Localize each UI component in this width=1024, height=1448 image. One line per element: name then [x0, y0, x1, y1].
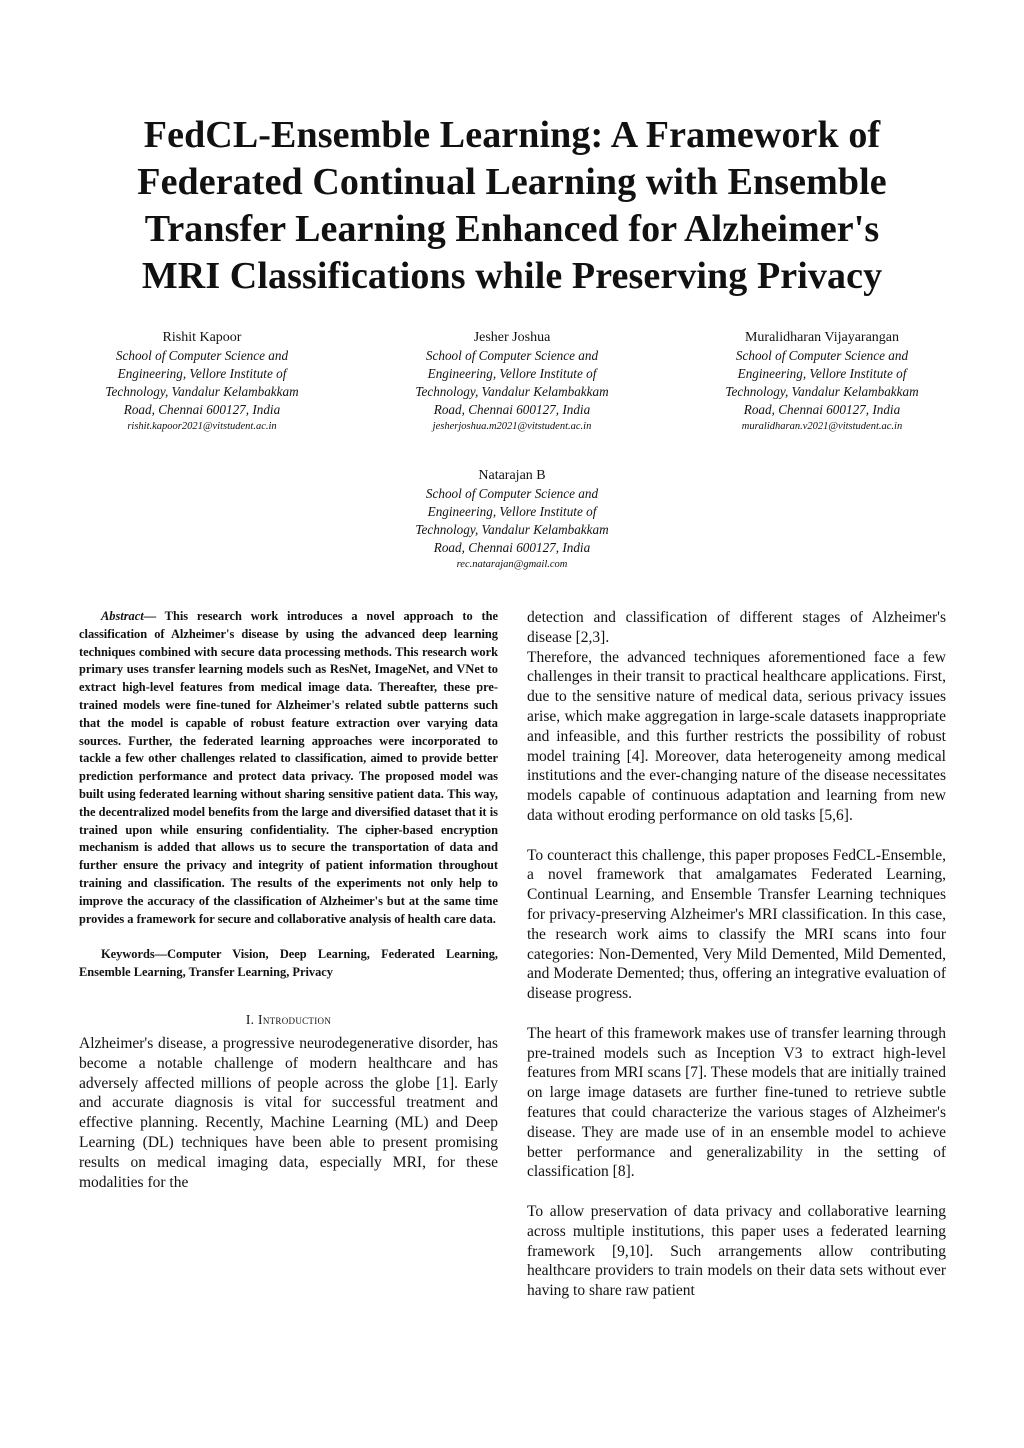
author-block-3 — [702, 329, 942, 435]
abstract-label: Abstract — [101, 609, 144, 623]
abstract-text: — This research work introduces a novel approach to the classification of Alzheimer's disease by using the advanced deep learning techniques combined with secure data processing methods. This research work primary uses transfer learning models such as ResNet, ImageNet, and VNet to extract high-level features from medical image data. Thereafter, these pre-trained models were fine-tuned for Alzheimer's related subtle patterns such that the model is capable of robust feature extraction over varying data sources. Further, the federated learning approaches were incorporated to tackle a few other challenges related to classification, aimed to provide better prediction performance and protect data privacy. The proposed model was built using federated learning without sharing sensitive patient data. This way, the decentralized model benefits from the large and diversified dataset that it is trained upon while ensuring confidentiality. The cipher-based encryption mechanism is added that allows us to secure the transportation of data and further ensure the privacy and integrity of patient information throughout training and classification. The results of the experiments not only help to improve the accuracy of the classification of Alzheimer's but at the same time provides a framework for secure and collaborative analysis of health care data. — [79, 609, 498, 926]
author-affiliation: School of Computer Science and Engineering, Vellore Institute of Technology, Vandalur Kelambakkam Road, Chennai 600127, India — [725, 348, 919, 417]
author-name: Jesher Joshua — [473, 330, 551, 345]
body-paragraph: The heart of this framework makes use of transfer learning through pre-trained models such as Inception V3 to extract high-level features from MRI scans [7]. These models that are initially trained on large image datasets are further fine-tuned to retrieve subtle features that could characterize the various stages of Alzheimer's disease. They are made use of in an ensemble model to achieve better performance and generalizability in the setting of classification [8]. — [527, 1024, 946, 1181]
author-affiliation: School of Computer Science and Engineering, Vellore Institute of Technology, Vandalur Kelambakkam Road, Chennai 600127, India — [415, 348, 609, 417]
author-email: rishit.kapoor2021@vitstudent.ac.in — [127, 421, 277, 432]
title-line: FedCL-Ensemble Learning: A Framework of — [143, 114, 881, 156]
author-block-4 — [392, 467, 632, 573]
author-affiliation: School of Computer Science and Engineering, Vellore Institute of Technology, Vandalur Kelambakkam Road, Chennai 600127, India — [105, 348, 299, 417]
author-name: Muralidharan Vijayarangan — [744, 330, 899, 345]
author-name: Rishit Kapoor — [162, 330, 242, 345]
author-email: muralidharan.v2021@vitstudent.ac.in — [741, 421, 903, 432]
author-email: rec.natarajan@gmail.com — [456, 559, 568, 570]
author-affiliation: School of Computer Science and Engineering, Vellore Institute of Technology, Vandalur Kelambakkam Road, Chennai 600127, India — [415, 486, 609, 555]
body-paragraph: detection and classification of different stages of Alzheimer's disease [2,3]. — [527, 609, 946, 646]
body-paragraph: To counteract this challenge, this paper proposes FedCL-Ensemble, a novel framework that amalgamates Federated Learning, Continual Learning, and Ensemble Transfer Learning techniques for privacy-preserving Alzheimer's MRI classification. In this case, the research work aims to classify the MRI scans into four categories: Non-Demented, Very Mild Demented, Mild Demented, and Moderate Demented; thus, offering an integrative evaluation of disease progress. — [527, 846, 946, 1003]
keywords: Keywords—Computer Vision, Deep Learning, Federated Learning, Ensemble Learning, Transfer Learning, Privacy — [79, 947, 498, 980]
author-email: jesherjoshua.m2021@vitstudent.ac.in — [432, 421, 592, 432]
author-block-2 — [392, 329, 632, 435]
author-block-1 — [82, 329, 322, 435]
section-title: Introduction — [258, 1011, 332, 1027]
title-line: Transfer Learning Enhanced for Alzheimer's — [144, 208, 880, 250]
body-paragraph: To allow preservation of data privacy and collaborative learning across multiple institutions, this paper uses a federated learning framework [9,10]. Such arrangements allow contributing healthcare providers to train models on their data sets without ever having to share raw patient — [527, 1202, 946, 1300]
author-name: Natarajan B — [478, 468, 546, 483]
title-line: MRI Classifications while Preserving Privacy — [141, 255, 883, 297]
paper-title — [80, 112, 944, 300]
body-paragraph: Therefore, the advanced techniques aforementioned face a few challenges in their transit to practical healthcare applications. First, due to the sensitive nature of medical data, serious privacy issues arise, which make aggregation in large-scale datasets inappropriate and infeasible, and this further restricts the possibility of robust model training [4]. Moreover, data heterogeneity among medical institutions and the ever-changing nature of the disease necessitates models capable of continuous adaptation and learning from new data without eroding performance on old tasks [5,6]. — [527, 648, 946, 824]
right-column — [527, 608, 946, 1321]
title-line: Federated Continual Learning with Ensemble — [137, 161, 887, 203]
abstract — [79, 608, 498, 928]
section-heading — [79, 1012, 498, 1028]
left-column — [79, 608, 498, 1192]
intro-paragraph: Alzheimer's disease, a progressive neurodegenerative disorder, has become a notable challenge of modern healthcare and has adversely affected millions of people across the globe [1]. Early and accurate diagnosis is vital for successful treatment and effective planning. Recently, Machine Learning (ML) and Deep Learning (DL) techniques have been able to present promising results on medical imaging data, especially MRI, for these modalities for the — [79, 1034, 498, 1191]
section-number: I. — [245, 1011, 255, 1027]
